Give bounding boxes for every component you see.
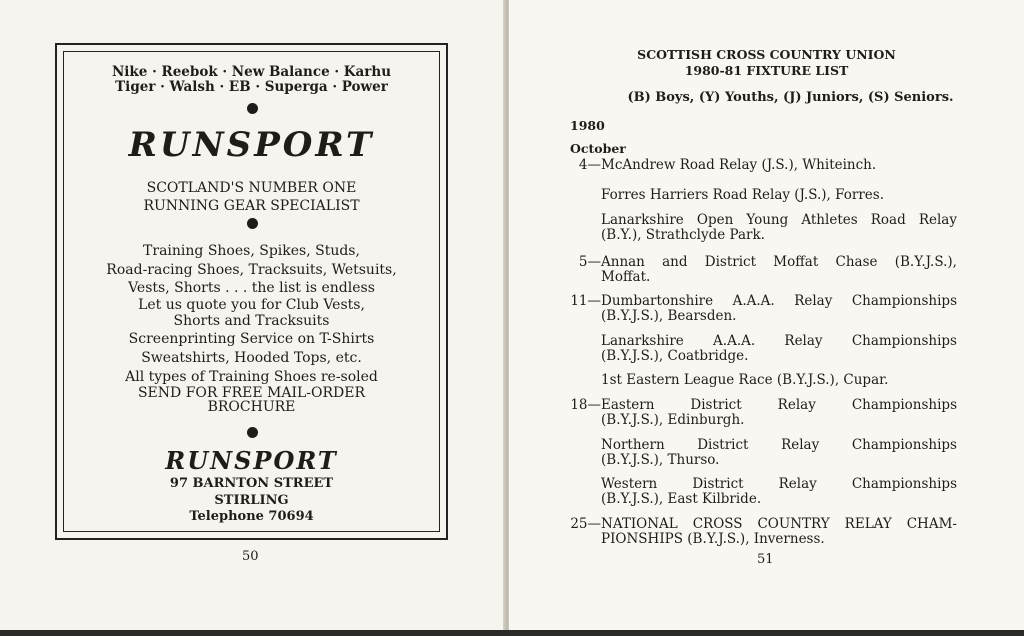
fixture-line: Moffat. [601, 269, 651, 285]
fixture-word: Relay [784, 333, 823, 349]
fixture-word: A.A.A. [713, 333, 756, 349]
services-list [64, 242, 439, 414]
tagline-line-2: RUNNING GEAR SPECIALIST [143, 198, 360, 214]
union-title: SCOTTISH CROSS COUNTRY UNION [637, 47, 896, 62]
fixture-word: Relay [918, 212, 957, 228]
fixture-word: District [692, 476, 744, 492]
bullet-dot [247, 427, 258, 438]
page-number: 51 [757, 552, 774, 567]
fixture-entry [601, 373, 957, 388]
fixture-entry [601, 477, 957, 507]
fixture-word: Lanarkshire [601, 212, 684, 228]
fixture-word: Dumbartonshire [601, 293, 714, 309]
fixture-date: 25— [570, 516, 601, 532]
page-bottom-edge [0, 630, 1024, 636]
service-line: All types of Training Shoes re-soled [125, 368, 378, 385]
shop-address [64, 476, 439, 526]
fixture-heading [509, 47, 1024, 79]
brand-list [64, 65, 439, 95]
bullet-dot [247, 218, 258, 229]
fixture-entry [601, 438, 957, 468]
fixture-word: NATIONAL [601, 516, 678, 532]
tagline [64, 179, 439, 215]
fixture-word: Championships [851, 476, 957, 492]
fixture-word: A.A.A. [732, 293, 775, 309]
service-line: Shorts and Tracksuits [173, 312, 330, 329]
runsport-advert [55, 43, 448, 540]
fixture-entry [601, 334, 957, 364]
fixture-list-title: 1980-81 FIXTURE LIST [684, 63, 849, 78]
fixture-word: and [662, 254, 688, 270]
left-page [0, 0, 505, 636]
fixture-word: CROSS [692, 516, 743, 532]
right-page [509, 0, 1024, 636]
category-key: (B) Boys, (Y) Youths, (J) Juniors, (S) Seniors. [627, 90, 954, 105]
fixture-line [601, 255, 957, 270]
fixture-line: PIONSHIPS (B.Y.J.S.), Inverness. [601, 531, 825, 547]
fixture-word: District [704, 254, 757, 270]
fixture-date: 18— [570, 397, 601, 413]
fixture-word: Championships [851, 293, 957, 309]
fixture-word: Northern [601, 437, 665, 453]
fixture-line [601, 334, 957, 349]
fixture-entry [601, 255, 957, 285]
fixture-line: (B.Y.), Strathclyde Park. [601, 227, 765, 243]
fixture-line [601, 438, 957, 453]
brand-line-1: Nike · Reebok · New Balance · Karhu [111, 64, 392, 80]
fixture-word: Lanarkshire [601, 333, 684, 349]
fixture-line: (B.Y.J.S.), East Kilbride. [601, 491, 762, 507]
service-line: Sweatshirts, Hooded Tops, etc. [141, 349, 362, 366]
address-street: 97 BARNTON STREET [169, 476, 334, 491]
fixture-entry [601, 294, 957, 324]
service-line: Vests, Shorts . . . the list is endless [128, 280, 375, 297]
service-line: SEND FOR FREE MAIL-ORDER [137, 385, 366, 402]
fixture-date: 5— [578, 254, 601, 270]
fixture-word: Championships [851, 437, 957, 453]
advert-inner-border [63, 51, 440, 532]
fixture-line: Forres Harriers Road Relay (J.S.), Forres. [601, 187, 884, 203]
fixture-entry [601, 213, 957, 243]
fixture-word: District [697, 437, 749, 453]
service-line: Road-racing Shoes, Tracksuits, Wetsuits, [106, 261, 397, 278]
page-number: 50 [242, 549, 259, 564]
fixture-line [601, 398, 957, 413]
fixture-line: 1st Eastern League Race (B.Y.J.S.), Cupar. [601, 372, 889, 388]
service-line: Screenprinting Service on T-Shirts [128, 331, 375, 348]
fixture-date: 4— [578, 157, 601, 173]
fixture-line [601, 477, 957, 492]
fixture-line: (B.Y.J.S.), Bearsden. [601, 308, 737, 324]
fixture-word: Relay [781, 437, 820, 453]
fixture-word: Western [601, 476, 658, 492]
fixture-word: Annan [601, 254, 645, 270]
fixture-word: Eastern [601, 397, 655, 413]
bullet-dot [247, 103, 258, 114]
fixture-line: (B.Y.J.S.), Thurso. [601, 452, 720, 468]
fixture-word: Young [746, 212, 789, 228]
fixture-word: COUNTRY [757, 516, 830, 532]
fixture-word: Relay [778, 476, 817, 492]
year-label: 1980 [570, 118, 605, 133]
fixture-word: RELAY [844, 516, 892, 532]
fixture-word: Relay [794, 293, 833, 309]
fixture-word: Open [696, 212, 734, 228]
fixture-word: Chase [835, 254, 878, 270]
fixture-entry [601, 158, 957, 173]
fixture-line [601, 517, 957, 532]
fixture-entry [601, 188, 957, 203]
fixture-word: District [690, 397, 742, 413]
address-town: STIRLING [214, 492, 289, 508]
runsport-logo-small: RUNSPORT [165, 446, 338, 475]
fixture-date: 11— [570, 293, 601, 309]
fixture-word: Championships [851, 333, 957, 349]
fixture-line: (B.Y.J.S.), Edinburgh. [601, 412, 745, 428]
fixture-word: Moffat [773, 254, 819, 270]
service-line: BROCHURE [207, 399, 296, 416]
tagline-line-1: SCOTLAND'S NUMBER ONE [146, 180, 357, 196]
runsport-logo: RUNSPORT [128, 125, 375, 165]
fixture-line [601, 294, 957, 309]
fixture-word: Athletes [801, 212, 858, 228]
fixture-line: McAndrew Road Relay (J.S.), Whiteinch. [601, 157, 877, 173]
service-line: Let us quote you for Club Vests, [138, 296, 365, 313]
fixture-word: Championships [851, 397, 957, 413]
brand-line-2: Tiger · Walsh · EB · Superga · Power [115, 79, 388, 95]
fixture-line: (B.Y.J.S.), Coatbridge. [601, 348, 749, 364]
fixture-entry [601, 398, 957, 428]
fixture-word: CHAM- [906, 516, 957, 532]
telephone: Telephone 70694 [189, 509, 314, 524]
fixture-entry [601, 517, 957, 547]
service-line: Training Shoes, Spikes, Studs, [143, 243, 360, 259]
fixture-word: (B.Y.J.S.), [894, 254, 957, 270]
fixture-word: Road [870, 212, 906, 228]
fixture-word: Relay [777, 397, 816, 413]
fixture-line [601, 213, 957, 228]
month-label: October [570, 141, 626, 156]
